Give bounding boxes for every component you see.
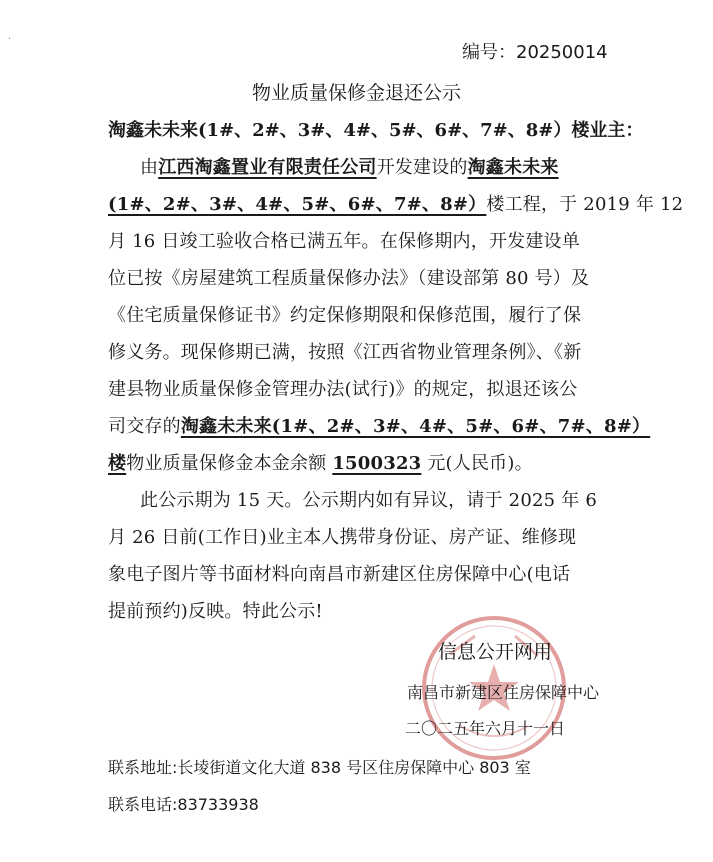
paragraph-1-line-7: 建县物业质量保修金管理办法(试行)》的规定，拟退还该公: [108, 379, 578, 400]
project-buildings: (1#、2#、3#、4#、5#、6#、7#、8#）: [108, 194, 487, 215]
paragraph-1-line-5: 《住宅质量保修证书》约定保修期限和保修范围，履行了保: [108, 305, 582, 326]
text: 开发建设的: [376, 157, 468, 178]
paragraph-1-line-3: 月 16 日竣工验收合格已满五年。在保修期内，开发建设单: [108, 231, 580, 252]
paragraph-2-line-2: 月 26 日前(工作日)业主本人携带身份证、房产证、维修现: [108, 527, 577, 548]
signature-watermark: 信息公开网用: [438, 641, 553, 663]
paragraph-1-line-4: 位已按《房屋建筑工程质量保修办法》（建设部第 80 号）及: [108, 268, 590, 289]
text: 楼工程，于 2019 年 12: [486, 194, 684, 215]
project-suffix: 楼: [108, 453, 127, 474]
signature-organization: 南昌市新建区住房保障中心: [407, 683, 600, 702]
contact-address: 联系地址:长堎街道文化大道 838 号区住房保障中心 803 室: [108, 758, 531, 777]
salutation: 淘鑫未未来(1#、2#、3#、4#、5#、6#、7#、8#）楼业主：: [108, 120, 644, 141]
project-name: 淘鑫未未来: [467, 157, 559, 178]
text: 元(人民币)。: [421, 453, 533, 474]
paragraph-1-line-9: [108, 449, 533, 475]
text: 司交存的: [108, 416, 181, 437]
paragraph-2-line-4: 提前预约)反映。特此公示!: [108, 601, 323, 622]
signature-date: 二〇二五年六月十一日: [405, 719, 566, 738]
company-name: 江西淘鑫置业有限责任公司: [158, 157, 377, 178]
project-name: 淘鑫未未来(1#、2#、3#、4#、5#、6#、7#、8#）: [180, 416, 651, 437]
amount: 1500323: [332, 453, 422, 474]
paragraph-1-line-6: 修义务。现保修期已满，按照《江西省物业管理条例》、《新: [108, 342, 582, 363]
text: 物业质量保修金本金余额: [126, 453, 333, 474]
paragraph-1-line-8: [108, 412, 650, 438]
paragraph-1-line-1: [140, 153, 559, 179]
paragraph-1-line-2: [108, 190, 683, 216]
paragraph-2-line-3: 象电子图片等书面材料向南昌市新建区住房保障中心(电话: [108, 564, 571, 585]
contact-phone: 联系电话:83733938: [108, 795, 259, 814]
page-title: 物业质量保修金退还公示: [251, 82, 461, 104]
scan-dot: ·: [8, 34, 12, 45]
text: 由: [140, 157, 159, 178]
paragraph-2-line-1: 此公示期为 15 天。公示期内如有异议，请于 2025 年 6: [140, 490, 597, 511]
document-number: 编号：20250014: [462, 42, 608, 63]
